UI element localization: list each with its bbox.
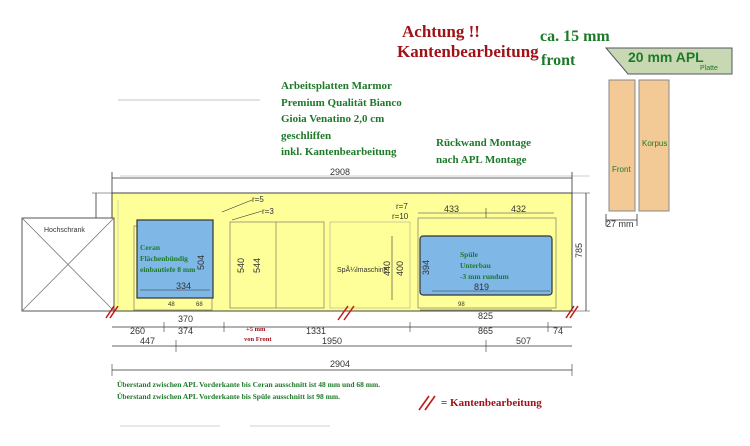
material-line: inkl. Kantenbearbeitung bbox=[281, 146, 397, 158]
front-offset-2: von Front bbox=[244, 336, 272, 343]
spuele-label-2: Unterbau bbox=[460, 261, 491, 270]
achtung-title: Achtung !! bbox=[402, 22, 480, 41]
dim-1331: 1331 bbox=[306, 326, 327, 336]
hochschrank-label: Hochschrank bbox=[44, 227, 85, 234]
dim-260: 260 bbox=[130, 326, 146, 336]
dim-440: 440 bbox=[382, 260, 392, 276]
dim-433: 433 bbox=[444, 204, 460, 214]
dim-98: 98 bbox=[458, 302, 465, 308]
legend-marker bbox=[419, 396, 435, 410]
dim-544: 544 bbox=[252, 257, 262, 273]
legend-label: = Kantenbearbeitung bbox=[441, 397, 542, 409]
dim-785-right: 785 bbox=[574, 242, 584, 258]
dim-819: 819 bbox=[474, 282, 490, 292]
dim-447: 447 bbox=[140, 336, 156, 346]
dim-374: 374 bbox=[178, 326, 194, 336]
dim-400: 400 bbox=[395, 260, 405, 276]
radius-r7: r=7 bbox=[396, 202, 408, 211]
rueckwand-line: nach APL Montage bbox=[436, 153, 527, 166]
profile-front-panel bbox=[609, 80, 635, 211]
edge-size-label: ca. 15 mm bbox=[540, 28, 610, 45]
dim-507: 507 bbox=[516, 336, 532, 346]
edge-front-label: front bbox=[541, 52, 576, 69]
dim-1950: 1950 bbox=[322, 336, 343, 346]
profile-front-label: Front bbox=[612, 165, 631, 174]
kantenbearbeitung-title: Kantenbearbeitung bbox=[397, 42, 539, 61]
dim-48: 48 bbox=[168, 302, 175, 308]
ceran-label-1: Ceran bbox=[140, 243, 160, 252]
ceran-label-2: Flächenbündig bbox=[140, 254, 188, 263]
dim-334: 334 bbox=[176, 281, 192, 291]
dim-504: 504 bbox=[196, 254, 206, 270]
rueckwand-line: Rückwand Montage bbox=[436, 137, 532, 149]
spuele-label-3: -3 mm rundum bbox=[460, 272, 509, 281]
spuelmaschine-label: SpÃ¼lmaschine bbox=[337, 267, 388, 274]
radius-r3: r=3 bbox=[262, 207, 274, 216]
material-line: Gioia Venatino 2,0 cm bbox=[281, 113, 385, 125]
front-offset-1: +5 mm bbox=[246, 326, 266, 333]
overhang-note-spuele: Überstand zwischen APL Vorderkante bis Spüle ausschnitt ist 98 mm. bbox=[117, 392, 340, 401]
profile-apl-label: 20 mm APL bbox=[628, 49, 704, 65]
material-line: Premium Qualität Bianco bbox=[281, 96, 402, 109]
dim-2908: 2908 bbox=[330, 167, 351, 177]
dim-432: 432 bbox=[511, 204, 527, 214]
profile-korpus-label: Korpus bbox=[642, 139, 668, 148]
dim-2904: 2904 bbox=[330, 359, 351, 369]
overhang-note-ceran: Überstand zwischen APL Vorderkante bis Ceran ausschnitt ist 48 mm und 68 mm. bbox=[117, 380, 381, 389]
overhang-notes bbox=[117, 379, 380, 403]
dim-825: 825 bbox=[478, 311, 494, 321]
radius-r5: r=5 bbox=[252, 195, 264, 204]
dim-370: 370 bbox=[178, 314, 194, 324]
material-line: Arbeitsplatten Marmor bbox=[281, 80, 392, 92]
dim-540: 540 bbox=[236, 257, 246, 273]
dim-74: 74 bbox=[553, 326, 564, 336]
profile-platte-label: Platte bbox=[700, 65, 718, 72]
ceran-label-3: einbautiefe 8 mm bbox=[140, 265, 196, 274]
material-line: geschliffen bbox=[281, 129, 332, 142]
dim-865: 865 bbox=[478, 326, 494, 336]
dim-68: 68 bbox=[196, 302, 203, 308]
spuele-label-1: Spüle bbox=[460, 250, 478, 259]
profile-width-label: 27 mm bbox=[606, 219, 634, 229]
radius-r10: r=10 bbox=[392, 212, 409, 221]
dim-394: 394 bbox=[421, 259, 431, 275]
